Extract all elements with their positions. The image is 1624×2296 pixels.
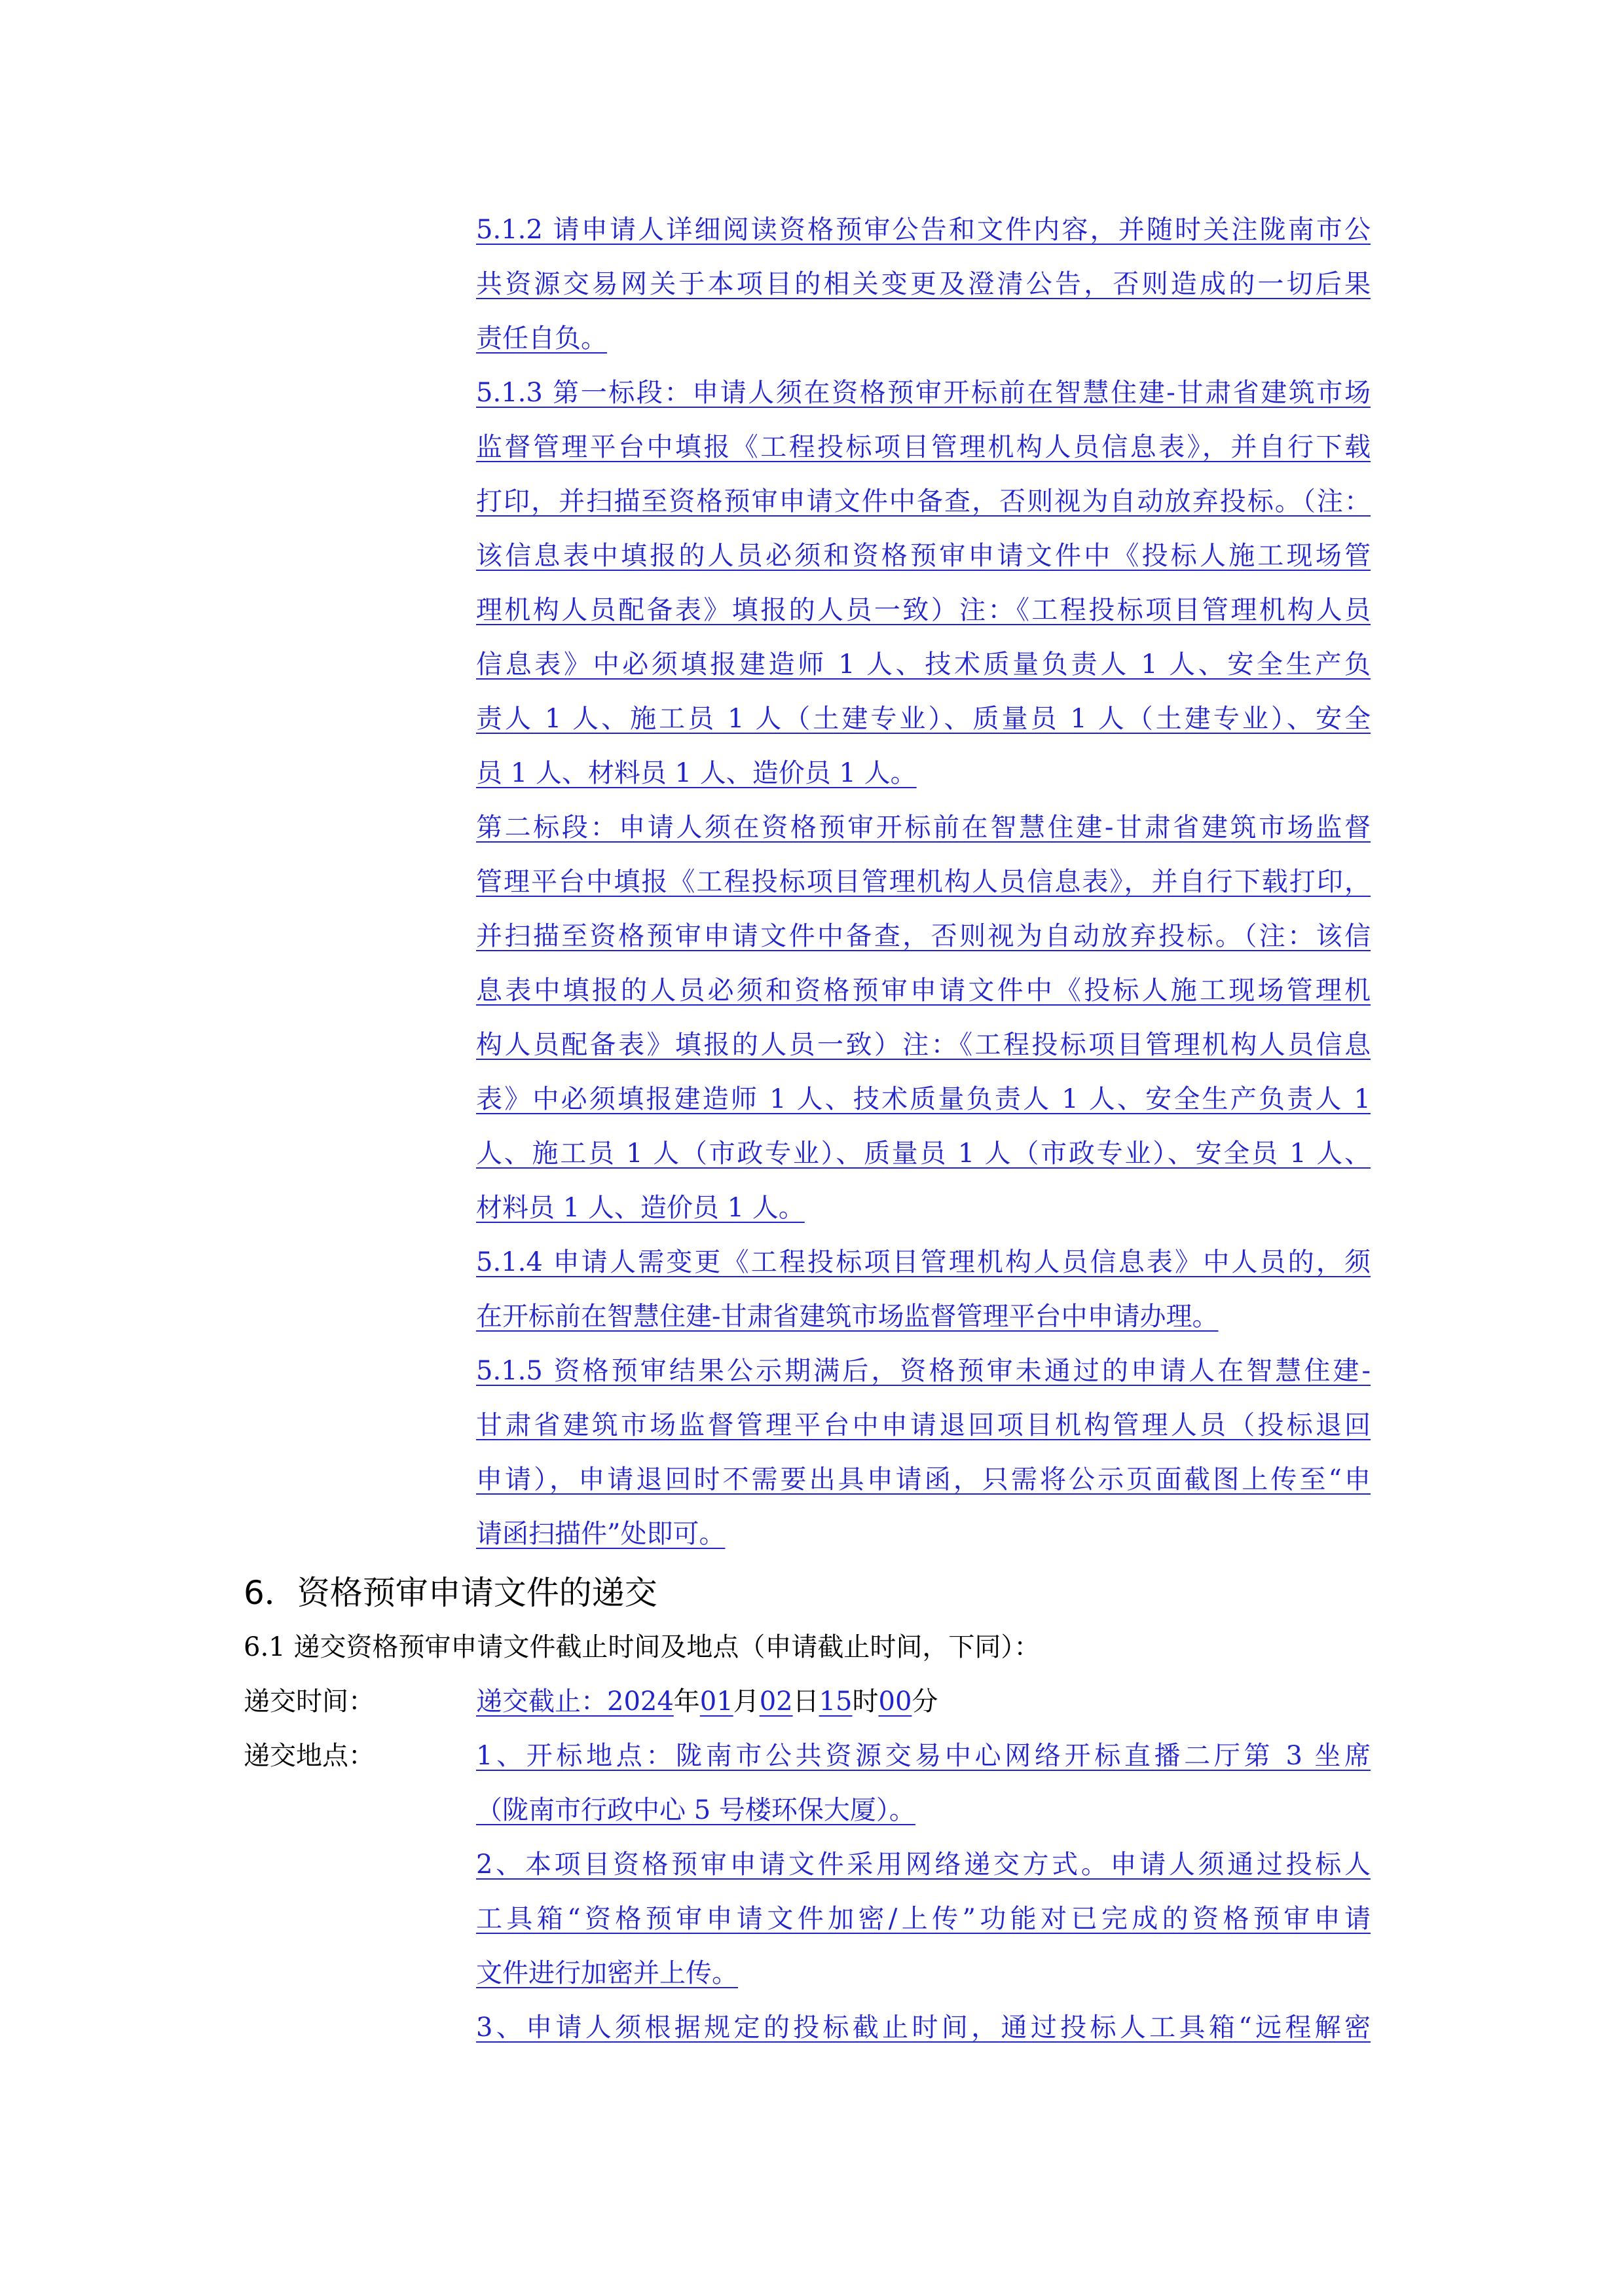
submit-place-line-4[interactable]: 工具箱“资格预审申请文件加密/上传”功能对已完成的资格预审申请 — [476, 1904, 1371, 1934]
clause-5-1-3-line-5[interactable]: 理机构人员配备表》填报的人员一致）注：《工程投标项目管理机构人员 — [476, 595, 1371, 625]
clause-5-1-3-line-3[interactable]: 打印，并扫描至资格预审申请文件中备查，否则视为自动放弃投标。（注： — [476, 486, 1371, 517]
clause-5-1-3-line-2[interactable]: 监督管理平台中填报《工程投标项目管理机构人员信息表》，并自行下载 — [476, 432, 1371, 462]
submit-place-line-5[interactable]: 文件进行加密并上传。 — [476, 1958, 738, 1988]
submit-time-label: 递交时间： — [244, 1686, 375, 1717]
lot2-line-7[interactable]: 人、施工员 1 人（市政专业）、质量员 1 人（市政专业）、安全员 1 人、 — [476, 1139, 1371, 1169]
month-unit: 月 — [733, 1686, 760, 1717]
lot2-line-3[interactable]: 并扫描至资格预审申请文件中备查，否则视为自动放弃投标。（注：该信 — [476, 921, 1371, 951]
clause-5-1-2-line-2[interactable]: 共资源交易网关于本项目的相关变更及澄清公告，否则造成的一切后果 — [476, 269, 1371, 299]
hour-unit: 时 — [852, 1686, 879, 1717]
submit-place-label: 递交地点： — [244, 1741, 375, 1771]
clause-5-1-3-line-6[interactable]: 信息表》中必须填报建造师 1 人、技术质量负责人 1 人、安全生产负 — [476, 649, 1371, 680]
submit-year[interactable]: 2024 — [607, 1686, 674, 1717]
clause-5-1-3-line-4[interactable]: 该信息表中填报的人员必须和资格预审申请文件中《投标人施工现场管 — [476, 541, 1371, 571]
item-6-1: 6.1 递交资格预审申请文件截止时间及地点（申请截止时间，下同）： — [244, 1632, 1041, 1662]
clause-5-1-2-line-3[interactable]: 责任自负。 — [476, 323, 607, 354]
clause-5-1-4-line-1[interactable]: 5.1.4 申请人需变更《工程投标项目管理机构人员信息表》中人员的，须 — [476, 1247, 1371, 1277]
year-unit: 年 — [673, 1686, 700, 1717]
clause-5-1-3-line-1[interactable]: 5.1.3 第一标段：申请人须在资格预审开标前在智慧住建-甘肃省建筑市场 — [476, 378, 1371, 408]
submit-place-line-1[interactable]: 1、开标地点：陇南市公共资源交易中心网络开标直播二厅第 3 坐席 — [476, 1741, 1371, 1771]
clause-5-1-2-line-1[interactable]: 5.1.2 请申请人详细阅读资格预审公告和文件内容，并随时关注陇南市公 — [476, 215, 1371, 245]
clause-5-1-4-line-2[interactable]: 在开标前在智慧住建-甘肃省建筑市场监督管理平台中申请办理。 — [476, 1302, 1219, 1332]
lot2-line-5[interactable]: 构人员配备表》填报的人员一致）注：《工程投标项目管理机构人员信息 — [476, 1030, 1371, 1060]
section-6-heading: 6．资格预审申请文件的递交 — [244, 1574, 657, 1612]
clause-5-1-3-line-8[interactable]: 员 1 人、材料员 1 人、造价员 1 人。 — [476, 758, 917, 788]
lot2-line-2[interactable]: 管理平台中填报《工程投标项目管理机构人员信息表》，并自行下载打印， — [476, 867, 1371, 897]
submit-minute[interactable]: 00 — [878, 1686, 912, 1717]
clause-5-1-5-line-4[interactable]: 请函扫描件”处即可。 — [476, 1519, 726, 1549]
submit-place-line-3[interactable]: 2、本项目资格预审申请文件采用网络递交方式。申请人须通过投标人 — [476, 1850, 1371, 1880]
submit-month[interactable]: 01 — [699, 1686, 733, 1717]
clause-5-1-5-line-3[interactable]: 申请），申请退回时不需要出具申请函，只需将公示页面截图上传至“申 — [476, 1465, 1371, 1495]
clause-5-1-5-line-2[interactable]: 甘肃省建筑市场监督管理平台中申请退回项目机构管理人员（投标退回 — [476, 1410, 1371, 1440]
lot2-line-6[interactable]: 表》中必须填报建造师 1 人、技术质量负责人 1 人、安全生产负责人 1 — [476, 1084, 1371, 1114]
lot2-line-4[interactable]: 息表中填报的人员必须和资格预审申请文件中《投标人施工现场管理机 — [476, 975, 1371, 1006]
lot2-line-1[interactable]: 第二标段：申请人须在资格预审开标前在智慧住建-甘肃省建筑市场监督 — [476, 812, 1371, 843]
clause-5-1-3-line-7[interactable]: 责人 1 人、施工员 1 人（土建专业）、质量员 1 人（土建专业）、安全 — [476, 704, 1371, 734]
lot2-line-8[interactable]: 材料员 1 人、造价员 1 人。 — [476, 1193, 805, 1223]
submit-time-value — [476, 1675, 938, 1729]
submit-day[interactable]: 02 — [759, 1686, 793, 1717]
submit-hour[interactable]: 15 — [819, 1686, 853, 1717]
day-unit: 日 — [792, 1686, 819, 1717]
submit-place-line-2[interactable]: （陇南市行政中心 5 号楼环保大厦）。 — [476, 1795, 915, 1825]
submit-place-line-6[interactable]: 3、申请人须根据规定的投标截止时间，通过投标人工具箱“远程解密 — [476, 2013, 1371, 2043]
minute-unit: 分 — [912, 1686, 938, 1717]
submit-time-prefix[interactable]: 递交截止： — [476, 1686, 607, 1717]
clause-5-1-5-line-1[interactable]: 5.1.5 资格预审结果公示期满后，资格预审未通过的申请人在智慧住建- — [476, 1356, 1371, 1386]
